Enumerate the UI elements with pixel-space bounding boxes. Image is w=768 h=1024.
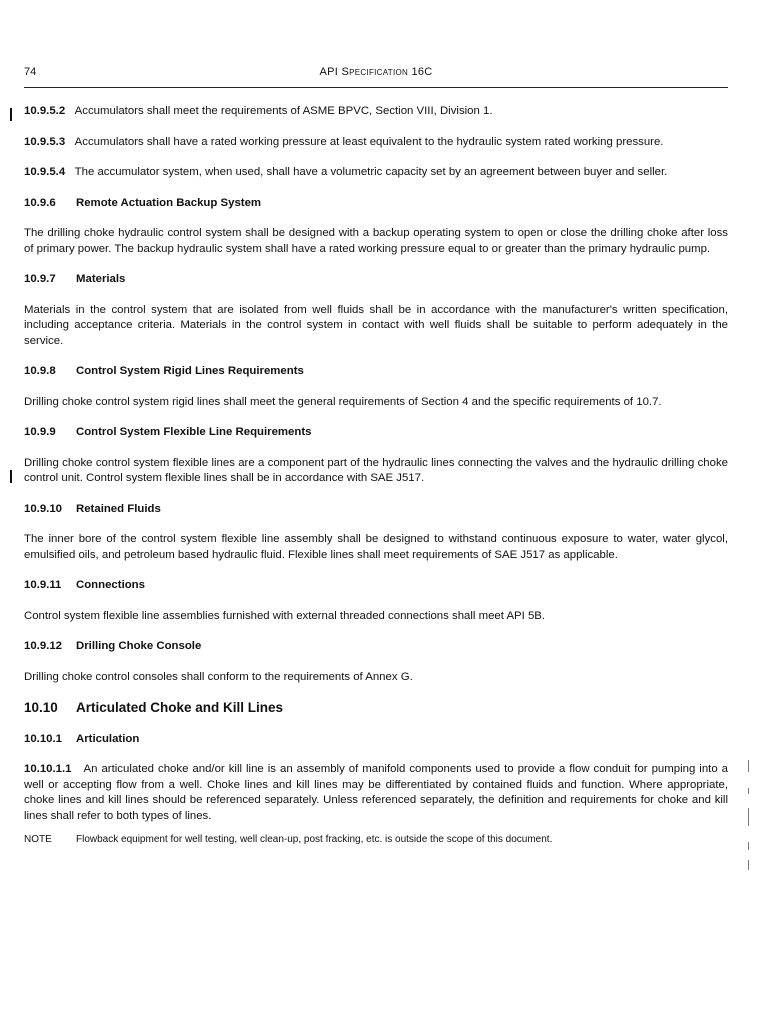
page-number: 74 (24, 66, 37, 78)
heading-title: Remote Actuation Backup System (76, 196, 262, 209)
heading-10-9-7 (24, 272, 728, 288)
heading-number: 10.9.10 (24, 502, 63, 515)
heading-number: 10.9.11 (24, 579, 62, 591)
note (24, 832, 728, 848)
body-text: Control system flexible line assemblies furnished with external threaded connections shall meet API 5B. (24, 609, 546, 622)
heading-title: Drilling Choke Console (76, 640, 202, 652)
clause-number: 10.9.5.4 (24, 166, 66, 178)
heading-10-10-1 (24, 732, 728, 748)
heading-10-9-12 (24, 639, 728, 655)
heading-number: 10.9.12 (24, 640, 63, 652)
heading-10-9-9 (24, 425, 728, 441)
heading-10-9-8 (24, 364, 728, 380)
body-text: Materials in the control system that are isolated from well fluids shall be in accordance with the manufacturer's written specification, including acceptance criteria. Materials in the control system in contact with well fluids shall be suitable to perform adequately in the service. (24, 303, 728, 347)
heading-number: 10.9.7 (24, 273, 56, 285)
body-text: The drilling choke hydraulic control system shall be designed with a backup operating system to open or close the drilling choke after loss of primary power. The backup hydraulic system shall have a rated working pressure equal to or greater than the primary hydraulic pump. (24, 227, 728, 255)
change-bar (10, 470, 12, 483)
heading-title: Articulation (76, 732, 140, 745)
body-text: Drilling choke control system rigid lines shall meet the general requirements of Section 4 and the specific requirements of 10.7. (24, 395, 662, 408)
heading-title: Materials (76, 273, 126, 285)
paragraph-10-9-5-2 (24, 104, 728, 120)
clause-number: 10.9.5.3 (24, 135, 66, 148)
document-body (24, 104, 728, 858)
paragraph-10-9-5-4 (24, 165, 728, 181)
paragraph-10-9-5-3 (24, 135, 728, 151)
heading-title: Connections (76, 579, 145, 591)
clause-number: 10.9.5.2 (24, 105, 66, 117)
heading-title: Control System Flexible Line Requirements (76, 426, 312, 438)
heading-number: 10.10.1 (24, 732, 63, 745)
heading-number: 10.9.8 (24, 365, 56, 377)
heading-title: Control System Rigid Lines Requirements (76, 365, 304, 377)
paragraph-10-10-1-1 (24, 762, 728, 824)
running-title: API Specification 16C (319, 66, 433, 78)
clause-text: Accumulators shall have a rated working pressure at least equivalent to the hydraulic system rated working pressure. (74, 135, 664, 148)
body-text: The inner bore of the control system flexible line assembly shall be designed to withstand continuous exposure to water, water glycol, emulsified oils, and petroleum based hydraulic fluid. Flexible lines shall meet requirements of SAE J517 as applicable. (24, 533, 728, 561)
body-text: Drilling choke control system flexible lines are a component part of the hydraulic lines connecting the valves and the hydraulic drilling choke control unit. Control system flexible lines shall be in accordance with SAE J517. (24, 456, 728, 484)
page-header (24, 66, 728, 82)
note-label: NOTE (24, 834, 52, 845)
clause-number: 10.10.1.1 (24, 763, 72, 775)
heading-10-9-10 (24, 502, 728, 518)
clause-text: An articulated choke and/or kill line is an assembly of manifold components used to provide a flow conduit for pumping into a well or accepting flow from a well. Choke lines and kill lines may be differentiated by contained fluids and function. Where appropriate, choke lines and kill lines should be referenced separately. Unless referenced separately, the definition and requirements for choke and kill lines shall refer to both types of lines. (24, 763, 728, 822)
header-rule (24, 87, 728, 88)
clause-text: Accumulators shall meet the requirements of ASME BPVC, Section VIII, Division 1. (74, 105, 493, 117)
heading-title: Retained Fluids (76, 502, 161, 515)
heading-number: 10.9.6 (24, 196, 56, 209)
heading-10-10 (24, 700, 728, 716)
heading-title: Articulated Choke and Kill Lines (76, 700, 284, 715)
heading-number: 10.10 (24, 700, 58, 715)
note-text: Flowback equipment for well testing, well clean-up, post fracking, etc. is outside the scope of this document. (76, 834, 553, 845)
heading-number: 10.9.9 (24, 426, 56, 438)
heading-10-9-6 (24, 196, 728, 212)
body-text: Drilling choke control consoles shall conform to the requirements of Annex G. (24, 670, 413, 683)
clause-text: The accumulator system, when used, shall have a volumetric capacity set by an agreement between buyer and seller. (74, 166, 668, 178)
margin-marks (748, 760, 751, 870)
change-bar (10, 108, 12, 121)
heading-10-9-11 (24, 578, 728, 594)
